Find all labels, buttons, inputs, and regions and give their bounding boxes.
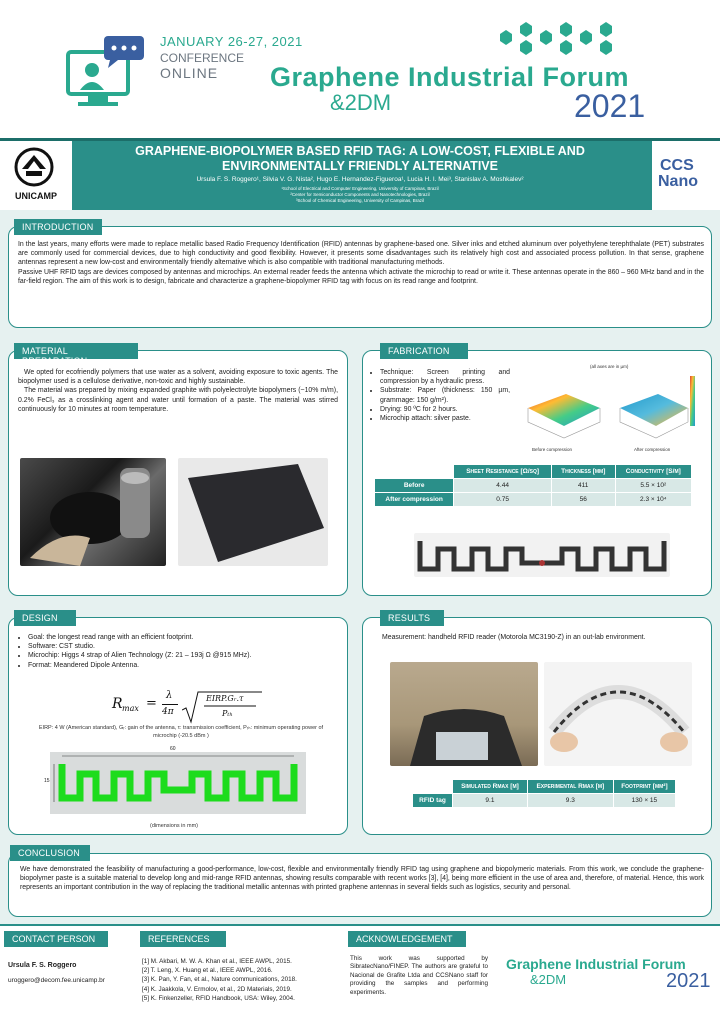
footer-forum-name: Graphene Industrial Forum xyxy=(506,956,686,972)
poster-title-line1: GRAPHENE-BIOPOLYMER BASED RFID TAG: A LOW-COST, FLEXIBLE AND xyxy=(135,144,585,158)
dimension-total-label: 60 xyxy=(170,746,176,752)
paste-mixing-photo xyxy=(20,458,166,566)
table-cell: 130 × 15 xyxy=(613,794,675,808)
formula-fraction-den: 4π xyxy=(162,707,174,717)
fabrication-bullet: • Drying: 90 ºC for 2 hours. xyxy=(380,405,510,414)
unicamp-emblem-icon xyxy=(14,147,54,187)
table-cell: 56 xyxy=(551,493,615,507)
ccsnano-logo-line2: Nano xyxy=(658,173,698,190)
reference-item: [4] K. Jaakkola, V. Ermolov, et al., 2D Materials, 2019. xyxy=(142,985,292,993)
design-bullet: • Software: CST studio. xyxy=(28,642,338,651)
material-paragraph-2: The material was prepared by mixing expanded graphite with polyelectrolyte biopolymers (~10% m/m), 0.2% FeCl₃ as a crosslinking agent and water until formation of a paste. The material was stirred continuously for 10 minutes at room temperature. xyxy=(18,387,338,413)
flexible-tag-photo xyxy=(544,662,692,766)
material-paragraph-1: We opted for ecofriendly polymers that use water as a solvent, avoiding exposure to toxic agents. The biopolymer used is a cellulose derivative, non-toxic and highly sustainable. xyxy=(18,369,338,386)
graphene-paste-sheet-photo xyxy=(178,458,328,566)
footer-forum-logo xyxy=(500,950,716,1010)
column-header: Sheet Resistance [Ω/sq] xyxy=(454,465,552,479)
graphene-hexagons-graphic xyxy=(490,14,630,64)
column-header: Thickness [µm] xyxy=(551,465,615,479)
table-row xyxy=(375,493,692,507)
eirp-note: EIRP: 4 W (American standard), Gᵣ: gain of the antenna, τ: transmission coefficient, Pₜₕ: minimum operating power of microchip (-20.5 dBm ) xyxy=(38,725,324,739)
acknowledgement-text: This work was supported by SibratecNano/FINEP. The authors are grateful to Nacional de Grafite Ltda and CCSNano staff for providing the samples and performing experiments. xyxy=(350,955,488,996)
reference-item: [3] K. Pan, Y. Fan, et al., Nature communications, 2018. xyxy=(142,976,297,984)
table-cell: 5.5 × 10² xyxy=(615,479,691,493)
online-label: ONLINE xyxy=(160,65,219,81)
unicamp-logo-text: UNICAMP xyxy=(15,191,57,201)
ccsnano-logo-line1: CCS xyxy=(660,157,694,174)
column-header: Experimental Rmax [m] xyxy=(527,780,613,794)
formula-fraction-num: λ xyxy=(166,690,173,701)
formula-subscript: max xyxy=(122,704,139,713)
references-heading: REFERENCES xyxy=(140,931,226,947)
table-cell: 9.1 xyxy=(453,794,528,808)
meander-antenna-graphic xyxy=(414,533,670,577)
table-row xyxy=(375,479,692,493)
surface-plot-after xyxy=(612,372,698,442)
fabrication-bullet: • Substrate: Paper (thickness: 150 µm, grammage: 150 g/m²). xyxy=(380,386,510,404)
row-header: RFID tag xyxy=(413,794,453,808)
bent-tag-graphic xyxy=(544,662,692,766)
online-conference-icon xyxy=(58,30,154,114)
table-corner-cell xyxy=(413,780,453,794)
fabrication-bullet: • Technique: Screen printing and compression by a hydraulic press. xyxy=(380,368,510,386)
forum-subtitle: &2DM xyxy=(330,90,392,115)
introduction-text xyxy=(18,240,704,286)
design-bullets xyxy=(18,633,338,670)
results-heading: RESULTS xyxy=(380,610,444,626)
fabrication-bullet: • Microchip attach: silver paste. xyxy=(380,414,510,423)
contact-heading: CONTACT PERSON xyxy=(4,931,108,947)
fabrication-table xyxy=(374,464,692,507)
formula-root-num: EIRP.Gᵣ.τ xyxy=(206,694,244,703)
fabrication-bullets xyxy=(370,368,510,423)
table-cell: 411 xyxy=(551,479,615,493)
design-bullet: • Microchip: Higgs 4 strap of Alien Technology (Z: 21 – 193j Ω @915 MHz). xyxy=(28,651,338,660)
column-header: Footprint [mm²] xyxy=(613,780,675,794)
formula-fraction-bar xyxy=(162,704,178,705)
reader-device-graphic xyxy=(390,662,538,766)
plot-label-before: Before compression xyxy=(532,447,573,452)
mixing-equipment-graphic xyxy=(20,458,166,566)
formula-root-den: Pₜₕ xyxy=(222,709,233,718)
poster-title xyxy=(110,144,610,174)
results-table xyxy=(412,779,676,808)
introduction-paragraph-2: Passive UHF RFID tags are devices composed by antennas and microchips. An external reader feeds the antenna which activate the microchip to read or write it. These antennas operate in the 860 – 960 MHz band and in the far-field region. The aim of this work is to design, fabricate and characterize a graphene-biopolymer RFID tag with focus on its read range and footprint. xyxy=(18,268,704,285)
affiliation-2: ²Center for Semiconductor Components and Nanotechnologies, Brazil xyxy=(290,192,430,197)
footer-forum-subtitle: &2DM xyxy=(530,972,567,987)
design-bullet: • Format: Meandered Dipole Antenna. xyxy=(28,661,338,670)
introduction-heading: INTRODUCTION xyxy=(14,219,102,235)
dimension-note: (dimensions in mm) xyxy=(150,823,198,829)
table-cell: 0.75 xyxy=(454,493,552,507)
conclusion-heading: CONCLUSION xyxy=(10,845,90,861)
design-bullet: • Goal: the longest read range with an efficient footprint. xyxy=(28,633,338,642)
antenna-dimension-drawing xyxy=(44,746,306,814)
table-row xyxy=(413,794,676,808)
contact-email: uroggero@decom.fee.unicamp.br xyxy=(8,977,105,984)
printed-tag-photo xyxy=(414,533,670,577)
column-header: Simulated Rmax [m] xyxy=(453,780,528,794)
unicamp-logo xyxy=(0,141,72,210)
forum-year: 2021 xyxy=(574,88,646,124)
table-cell: 2.3 × 10⁴ xyxy=(615,493,691,507)
row-header: After compression xyxy=(375,493,454,507)
formula-equals: = xyxy=(146,696,157,711)
affiliation-3: ³School of Chemical Engineering, University of Campinas, Brazil xyxy=(295,198,425,203)
author-list: Ursula F. S. Roggero¹, Silvia V. G. Nista², Hugo E. Hernandez-Figueroa¹, Lucia H. I. Mei³, Stanislav A. Moshkalev² xyxy=(196,176,524,183)
plot-label-after: After compression xyxy=(634,447,671,452)
contact-name: Ursula F. S. Roggero xyxy=(8,962,77,969)
acknowledgement-heading: ACKNOWLEDGEMENT xyxy=(348,931,466,947)
table-cell: 4.44 xyxy=(454,479,552,493)
results-text: Measurement: handheld RFID reader (Motorola MC3190-Z) in an out-lab environment. xyxy=(382,634,646,641)
references-list xyxy=(142,957,297,1003)
table-corner-cell xyxy=(375,465,454,479)
row-header: Before xyxy=(375,479,454,493)
fabrication-heading: FABRICATION xyxy=(380,343,468,359)
conference-label: CONFERENCE xyxy=(160,51,245,65)
forum-name: Graphene Industrial Forum xyxy=(270,62,630,92)
material-preparation-heading: MATERIAL PREPARATION xyxy=(14,343,138,359)
surface-plot-note: (all axes are in µm) xyxy=(590,364,629,369)
poster-title-line2: ENVIRONMENTALLY FRIENDLY ALTERNATIVE xyxy=(222,159,498,173)
introduction-paragraph-1: In the last years, many efforts were made to replace metallic based Radio Frequency Identification (RFID) antennas by graphene-based one. Silver inks and etched aluminum over polyethylene terephthalate (PET) substrates are commonly used for commercial devices, due to high conductivity and good flexibility. However, it presents some disadvantages such its relatively high cost and associated process pollution. In that sense, graphene antennas represent a new low-cost and environmentally friendly alternative which is also compatible with traditional manufacturing methods. xyxy=(18,241,704,267)
design-heading: DESIGN xyxy=(14,610,76,626)
ccsnano-logo xyxy=(652,141,720,210)
reference-item: [1] M. Akbari, M. W. A. Khan et al., IEEE AWPL, 2015. xyxy=(142,958,292,965)
conclusion-text: We have demonstrated the feasibility of manufacturing a good-performance, low-cost, flexible and environmentally friendly RFID tag using graphene and biopolymeric materials. From this work, we conclude the graphene-biopolymer paste is a suitable material to develop long and mid-range RFID antennas, showing results comparable with recent works [3], [4], being more efficient in the use of area and, therefore, of material. Hence, this work represents an important contribution in the way of replacing the traditional metallic antennas with printed graphene antennas in several fields such as logistics, security and personal. xyxy=(20,866,704,892)
dimension-side-label: 15 xyxy=(44,778,50,784)
footer-forum-year: 2021 xyxy=(666,970,711,992)
surface-plot-before xyxy=(520,372,606,442)
green-antenna-graphic xyxy=(50,752,306,814)
reference-item: [2] T. Leng, X. Huang et al., IEEE AWPL, 2016. xyxy=(142,967,273,975)
poster-header xyxy=(0,0,720,138)
black-sheet-graphic xyxy=(178,458,328,566)
conference-date: JANUARY 26-27, 2021 xyxy=(160,34,303,49)
table-cell: 9.3 xyxy=(527,794,613,808)
formula-lhs: R xyxy=(112,696,123,712)
affiliation-1: ¹School of Electrical and Computer Engineering, University of Campinas, Brazil xyxy=(281,186,439,191)
title-band xyxy=(0,138,720,210)
material-preparation-text xyxy=(18,368,338,414)
column-header: Conductivity [S/m] xyxy=(615,465,691,479)
rfid-reader-photo xyxy=(390,662,538,766)
reference-item: [5] K. Finkenzeller, RFID Handbook, USA: Wiley, 2004. xyxy=(142,994,295,1002)
